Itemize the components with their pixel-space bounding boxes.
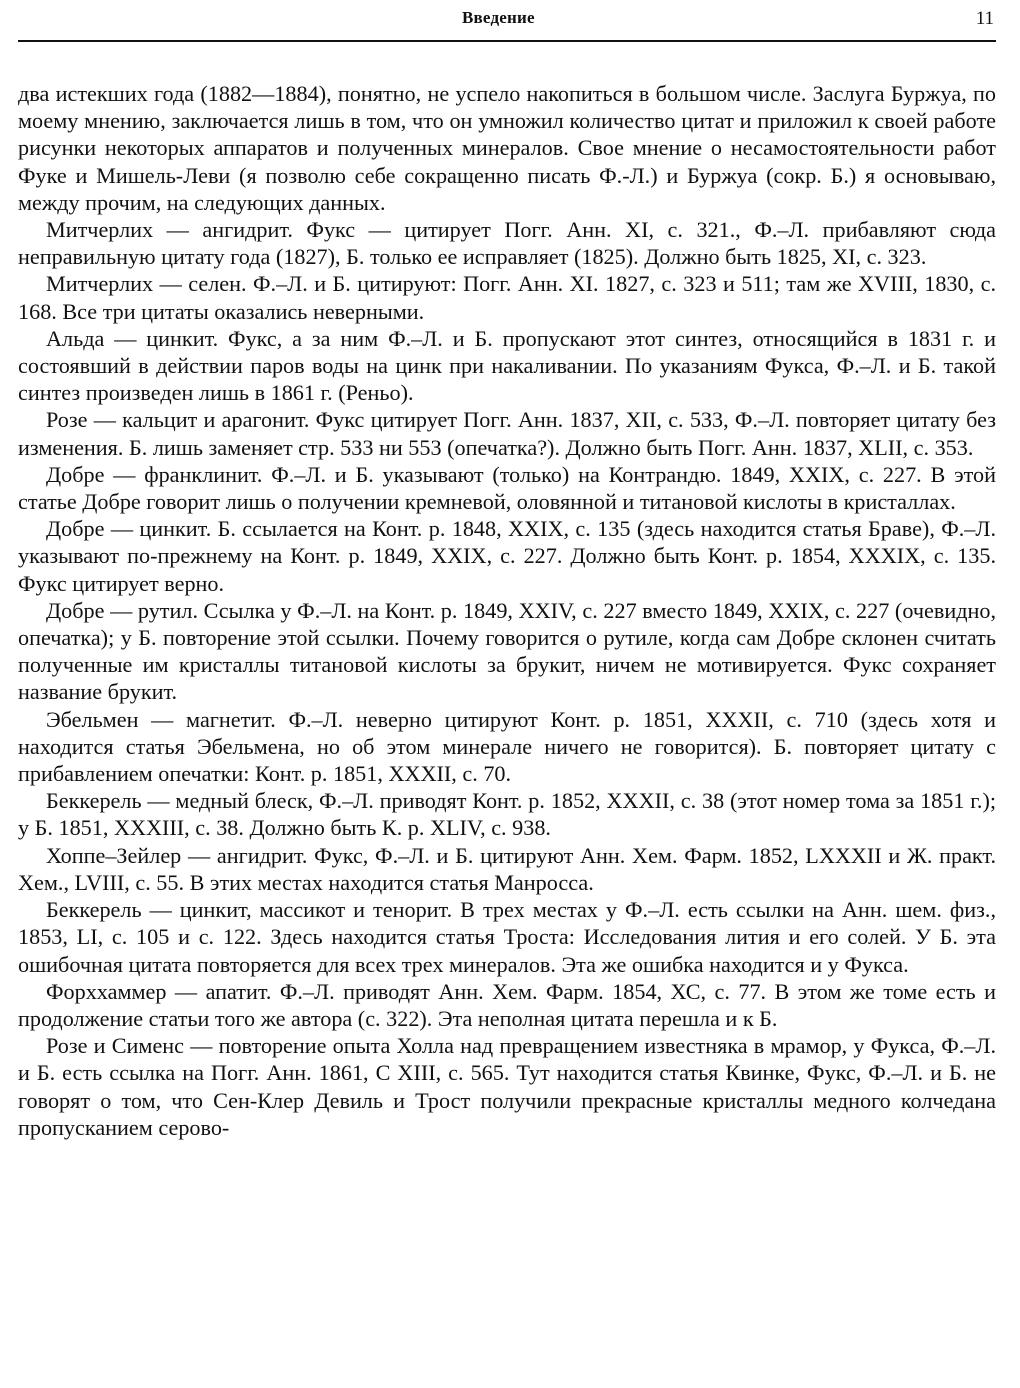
paragraph: Добре — франклинит. Ф.–Л. и Б. указывают (только) на Контрандю. 1849, XXIX, с. 227. В этой статье Добре говорит лишь о получении кремневой, оловянной и титановой кислоты в кристаллах. xyxy=(18,461,996,515)
paragraph: Хоппе–Зейлер — ангидрит. Фукс, Ф.–Л. и Б. цитируют Анн. Хем. Фарм. 1852, LXXXII и Ж. практ. Хем., LVIII, с. 55. В этих местах находится статья Манросса. xyxy=(18,842,996,895)
paragraph: Беккерель — цинкит, массикот и тенорит. В трех местах у Ф.–Л. есть ссылки на Анн. шем. физ., 1853, LI, с. 105 и с. 122. Здесь находится статья Троста: Исследования лития и его солей. У Б. эта ошибочная цитата повторяется для всех трех минералов. Эта же ошибка находится и у Фукса. xyxy=(18,897,996,977)
paragraph: Митчерлих — ангидрит. Фукс — цитирует Погг. Анн. XI, с. 321., Ф.–Л. прибавляют сюда неправильную цитату года (1827), Б. только ее исправляет (1825). Должно быть 1825, XI, с. 323. xyxy=(18,217,996,270)
paragraph: два истекших года (1882—1884), понятно, не успело накопиться в большом числе. Заслуга Буржуа, по моему мнению, заключается лишь в том, что он умножил количество цитат и приложил к своей работе рисунки некоторых аппаратов и полученных минералов. Свое мнение о несамостоятельности работ Фуке и Мишель-Леви (я позволю себе сокращенно писать Ф.-Л.) и Буржуа (сокр. Б.) я основываю, между прочим, на следующих данных. xyxy=(18,81,996,215)
book-page xyxy=(18,0,996,1388)
paragraph: Добре — рутил. Ссылка у Ф.–Л. на Конт. р. 1849, XXIV, с. 227 вместо 1849, XXIX, с. 227 (очевидно, опечатка); у Б. повторение этой ссылки. Почему говорится о рутиле, когда сам Добре склонен считать полученные им кристаллы титановой кислоты за брукит, ничем не мотивируется. Фукс сохраняет название брукит. xyxy=(18,597,996,705)
paragraph: Добре — цинкит. Б. ссылается на Конт. р. 1848, XXIX, с. 135 (здесь находится статья Браве), Ф.–Л. указывают по-прежнему на Конт. р. 1849, XXIX, с. 227. Должно быть Конт. р. 1854, XXXIX, с. 135. Фукс цитирует верно. xyxy=(18,516,996,596)
paragraph: Беккерель — медный блеск, Ф.–Л. приводят Конт. р. 1852, XXXII, с. 38 (этот номер тома за 1851 г.); у Б. 1851, XXXIII, с. 38. Должно быть К. р. XLIV, с. 938. xyxy=(18,788,996,841)
paragraph: Форххаммер — апатит. Ф.–Л. приводят Анн. Хем. Фарм. 1854, ХС, с. 77. В этом же томе есть и продолжение статьи того же автора (с. 322). Эта неполная цитата перешла и к Б. xyxy=(18,978,996,1031)
body-text xyxy=(18,80,996,1141)
chapter-title: Введение xyxy=(462,8,535,27)
paragraph: Розе — кальцит и арагонит. Фукс цитирует Погг. Анн. 1837, XII, с. 533, Ф.–Л. повторяет цитату без изменения. Б. лишь заменяет стр. 533 ни 553 (опечатка?). Должно быть Погг. Анн. 1837, XLII, с. 353. xyxy=(18,407,996,460)
paragraph: Розе и Сименс — повторение опыта Холла над превращением известняка в мрамор, у Фукса, Ф.–Л. и Б. есть ссылка на Погг. Анн. 1861, С XIII, с. 565. Тут находится статья Квинке, Фукс, Ф.–Л. и Б. не говорят о том, что Сен-Клер Девиль и Трост получили прекрасные кристаллы медного колчедана пропусканием серово- xyxy=(18,1033,996,1140)
page-number: 11 xyxy=(975,8,994,29)
paragraph: Эбельмен — магнетит. Ф.–Л. неверно цитируют Конт. р. 1851, XXXII, с. 710 (здесь хотя и находится статья Эбельмена, но об этом минерале ничего не говорится). Б. повторяет цитату с прибавлением опечатки: Конт. р. 1851, XXXII, с. 70. xyxy=(18,706,996,787)
paragraph: Альда — цинкит. Фукс, а за ним Ф.–Л. и Б. пропускают этот синтез, относящийся в 1831 г. и состоявший в действии паров воды на цинк при накаливании. По указаниям Фукса, Ф.–Л. и Б. такой синтез произведен лишь в 1861 г. (Реньо). xyxy=(18,325,996,406)
paragraph: Митчерлих — селен. Ф.–Л. и Б. цитируют: Погг. Анн. XI. 1827, с. 323 и 511; там же XVIII, 1830, с. 168. Все три цитаты оказались неверными. xyxy=(18,271,996,324)
running-head xyxy=(18,0,996,42)
